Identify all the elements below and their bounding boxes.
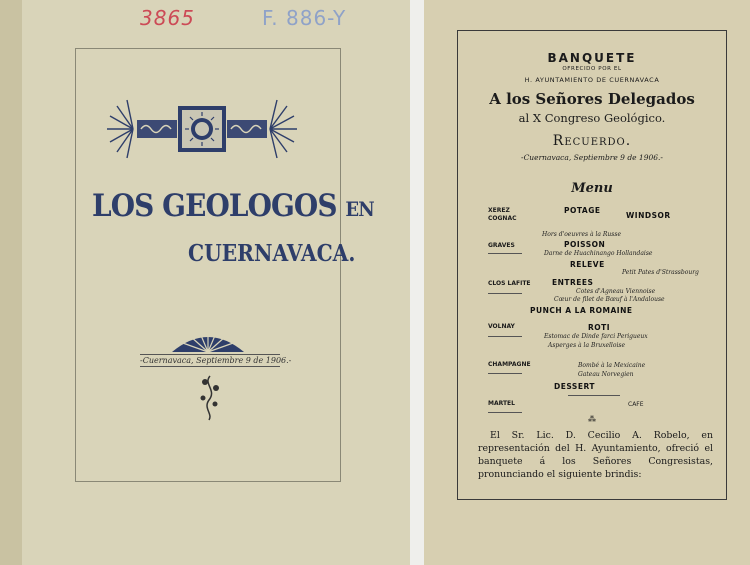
- handwritten-call-number: 3865: [140, 6, 195, 30]
- menu-heading: BANQUETE: [547, 51, 637, 65]
- course-entrees: ENTREES: [552, 278, 594, 287]
- course-cafe: CAFE: [628, 401, 644, 408]
- cover-title: [92, 188, 374, 267]
- title-line-1: LOS GEOLOGOS: [92, 188, 337, 224]
- dish-bombe: Bombé à la Mexicaine: [578, 362, 646, 369]
- dish-gateau: Gateau Norvegien: [578, 371, 634, 378]
- course-releve: RELEVE: [570, 260, 605, 269]
- course-windsor: WINDSOR: [626, 211, 671, 220]
- course-potage: POTAGE: [564, 206, 601, 215]
- asterism: ⁂: [588, 415, 596, 424]
- divider-rule: [488, 293, 522, 294]
- wine-label: VOLNAY: [488, 323, 515, 330]
- menu-border: [457, 30, 727, 500]
- honorees: A los Señores Delegados: [489, 90, 695, 108]
- fan-ornament-icon: [170, 330, 246, 354]
- recuerdo: Recuerdo.: [552, 133, 632, 149]
- course-poisson: POISSON: [564, 240, 606, 249]
- dish-cotes: Cotes d'Agneau Viennoise: [576, 288, 656, 295]
- vine-ornament-icon: [195, 372, 225, 422]
- course-roti: ROTI: [588, 323, 611, 332]
- page-gap: [410, 0, 424, 565]
- wine-label: XEREZ: [488, 207, 510, 214]
- title-line-2: CUERNAVACA.: [188, 240, 356, 267]
- handwritten-shelf-mark: F. 886-Y: [262, 6, 347, 30]
- wine-label: CLOS LAFITE: [488, 280, 531, 287]
- wine-label: [488, 253, 522, 254]
- dish-hors: Hors d'oeuvres à la Russe: [542, 231, 621, 238]
- host-name: H. AYUNTAMIENTO DE CUERNAVACA: [524, 76, 660, 84]
- divider-rule: [488, 373, 522, 374]
- menu-page: [424, 0, 750, 565]
- dish-petit: Petit Pates d'Strassbourg: [622, 269, 699, 276]
- congress-name: al X Congreso Geológico.: [518, 111, 666, 125]
- menu-word: Menu: [571, 181, 613, 196]
- wine-label: MARTEL: [488, 400, 515, 407]
- cover-date: -Cuernavaca, Septiembre 9 de 1906.-: [140, 356, 292, 365]
- wine-label: GRAVES: [488, 242, 515, 249]
- course-punch: PUNCH A LA ROMAINE: [530, 306, 633, 315]
- course-dessert: DESSERT: [554, 382, 595, 391]
- dish-coeur: Cœur de filet de Bœuf à l'Andalouse: [554, 296, 665, 303]
- divider-rule: [488, 412, 522, 413]
- wine-label: CHAMPAGNE: [488, 361, 531, 368]
- offered-by: OFRECIDO POR EL: [562, 66, 622, 72]
- title-word-en: EN: [345, 197, 374, 221]
- dish-asperges: Asperges à la Bruxelloise: [548, 342, 626, 349]
- sun-ornament-icon: [105, 98, 305, 160]
- wine-label: COGNAC: [488, 215, 517, 222]
- toast-paragraph: El Sr. Lic. D. Cecilio A. Robelo, en representación del H. Ayuntamiento, ofreció el banquete á los Señores Congresistas, pronunciando el siguiente brindis:: [478, 430, 713, 480]
- divider-rule: [568, 395, 620, 396]
- page-edge: [0, 0, 22, 565]
- dish-estomac: Estomac de Dinde farci Perigueux: [544, 333, 648, 340]
- divider-rule: [488, 336, 522, 337]
- menu-date: -Cuernavaca, Septiembre 9 de 1906.-: [521, 153, 663, 162]
- dish-darne: Darne de Huachinango Hollandaise: [544, 250, 653, 257]
